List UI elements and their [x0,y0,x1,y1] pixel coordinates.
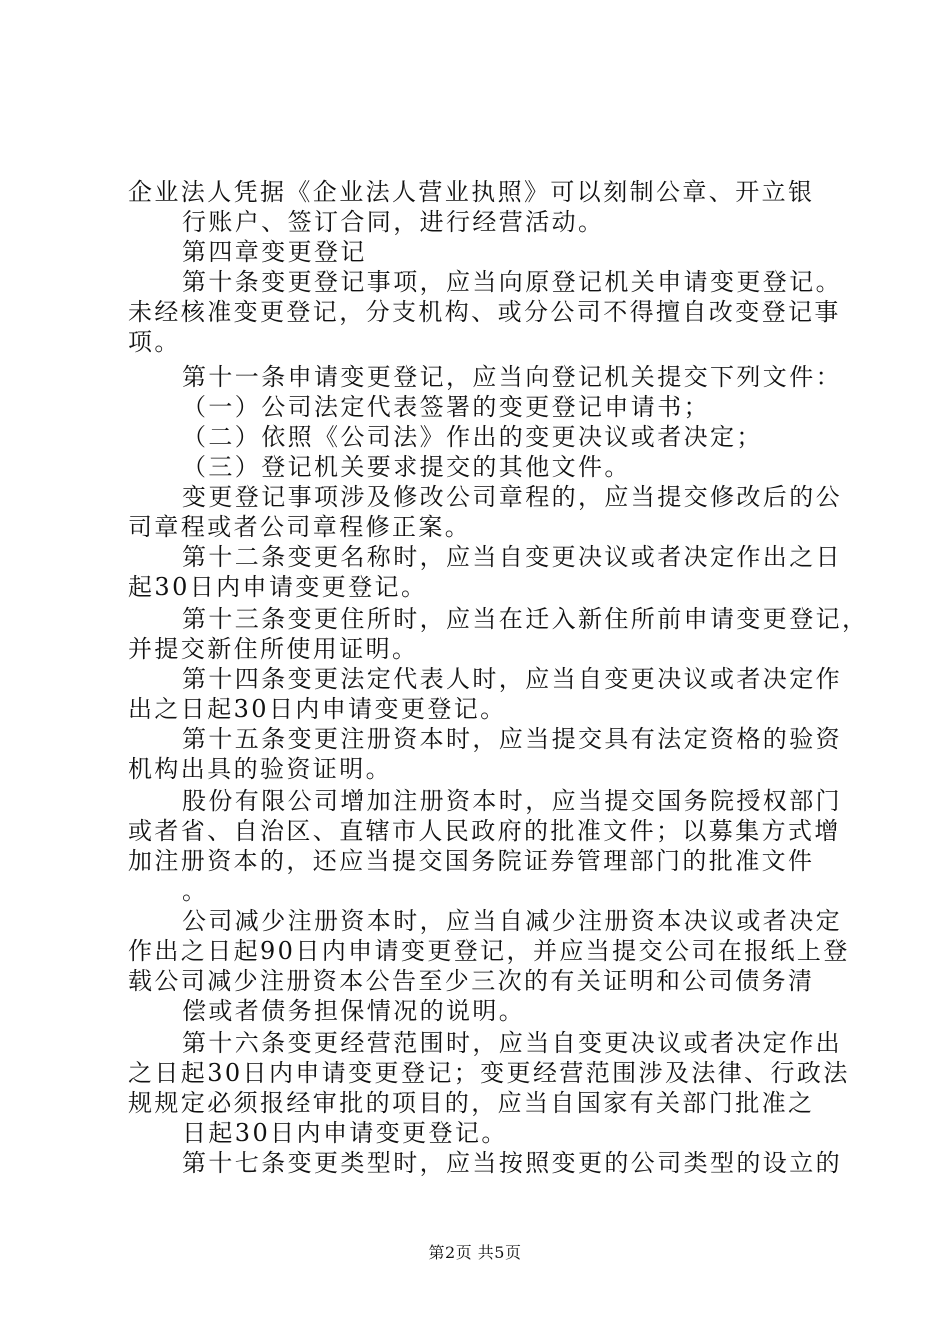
text-line: 企业法人凭据《企业法人营业执照》可以刻制公章、开立银 [128,178,815,206]
text-line: 项。 [128,328,181,356]
text-line: 第十七条变更类型时，应当按照变更的公司类型的设立的 [182,1149,842,1177]
text-line: 第十五条变更注册资本时，应当提交具有法定资格的验资 [182,725,842,753]
page-number-footer: 第2页 共5页 [428,1243,522,1262]
text-line: 第十条变更登记事项，应当向原登记机关申请变更登记。 [182,268,842,296]
text-line: 出之日起30日内申请变更登记。 [128,695,507,723]
text-line: 变更登记事项涉及修改公司章程的，应当提交修改后的公 [182,483,842,511]
text-line: 第十三条变更住所时，应当在迁入新住所前申请变更登记， [182,605,869,633]
text-line: 或者省、自治区、直辖市人民政府的批准文件；以募集方式增 [128,817,841,845]
text-line: 未经核准变更登记，分支机构、或分公司不得擅自改变登记事 [128,298,841,326]
list-item: （一）公司法定代表签署的变更登记申请书； [182,393,710,421]
text-line: 第十六条变更经营范围时，应当自变更决议或者决定作出 [182,1029,842,1057]
text-line: 股份有限公司增加注册资本时，应当提交国务院授权部门 [182,787,842,815]
list-item: （三）登记机关要求提交的其他文件。 [182,453,631,481]
text-line: 起30日内申请变更登记。 [128,573,428,601]
text-line: 司章程或者公司章程修正案。 [128,513,472,541]
text-line: 第十四条变更法定代表人时，应当自变更决议或者决定作 [182,665,842,693]
text-line: 之日起30日内申请变更登记；变更经营范围涉及法律、行政法 [128,1059,850,1087]
list-item: （二）依照《公司法》作出的变更决议或者决定； [182,423,763,451]
text-line: 加注册资本的，还应当提交国务院证券管理部门的批准文件 [128,847,815,875]
text-line: 作出之日起90日内申请变更登记，并应当提交公司在报纸上登 [128,937,850,965]
text-line: 第十一条申请变更登记，应当向登记机关提交下列文件： [182,363,842,391]
text-line: 规规定必须报经审批的项目的，应当自国家有关部门批准之 [128,1089,815,1117]
chapter-heading: 第四章变更登记 [182,238,367,266]
text-line: 日起30日内申请变更登记。 [182,1119,508,1147]
text-line: 并提交新住所使用证明。 [128,635,419,663]
text-line: 公司减少注册资本时，应当自减少注册资本决议或者决定 [182,907,842,935]
text-line: 机构出具的验资证明。 [128,755,392,783]
text-line: 载公司减少注册资本公告至少三次的有关证明和公司债务清 [128,967,815,995]
text-line: 行账户、签订合同，进行经营活动。 [182,208,605,236]
text-line: 偿或者债务担保情况的说明。 [182,997,526,1025]
text-line: 第十二条变更名称时，应当自变更决议或者决定作出之日 [182,543,842,571]
text-line: 。 [182,877,209,905]
